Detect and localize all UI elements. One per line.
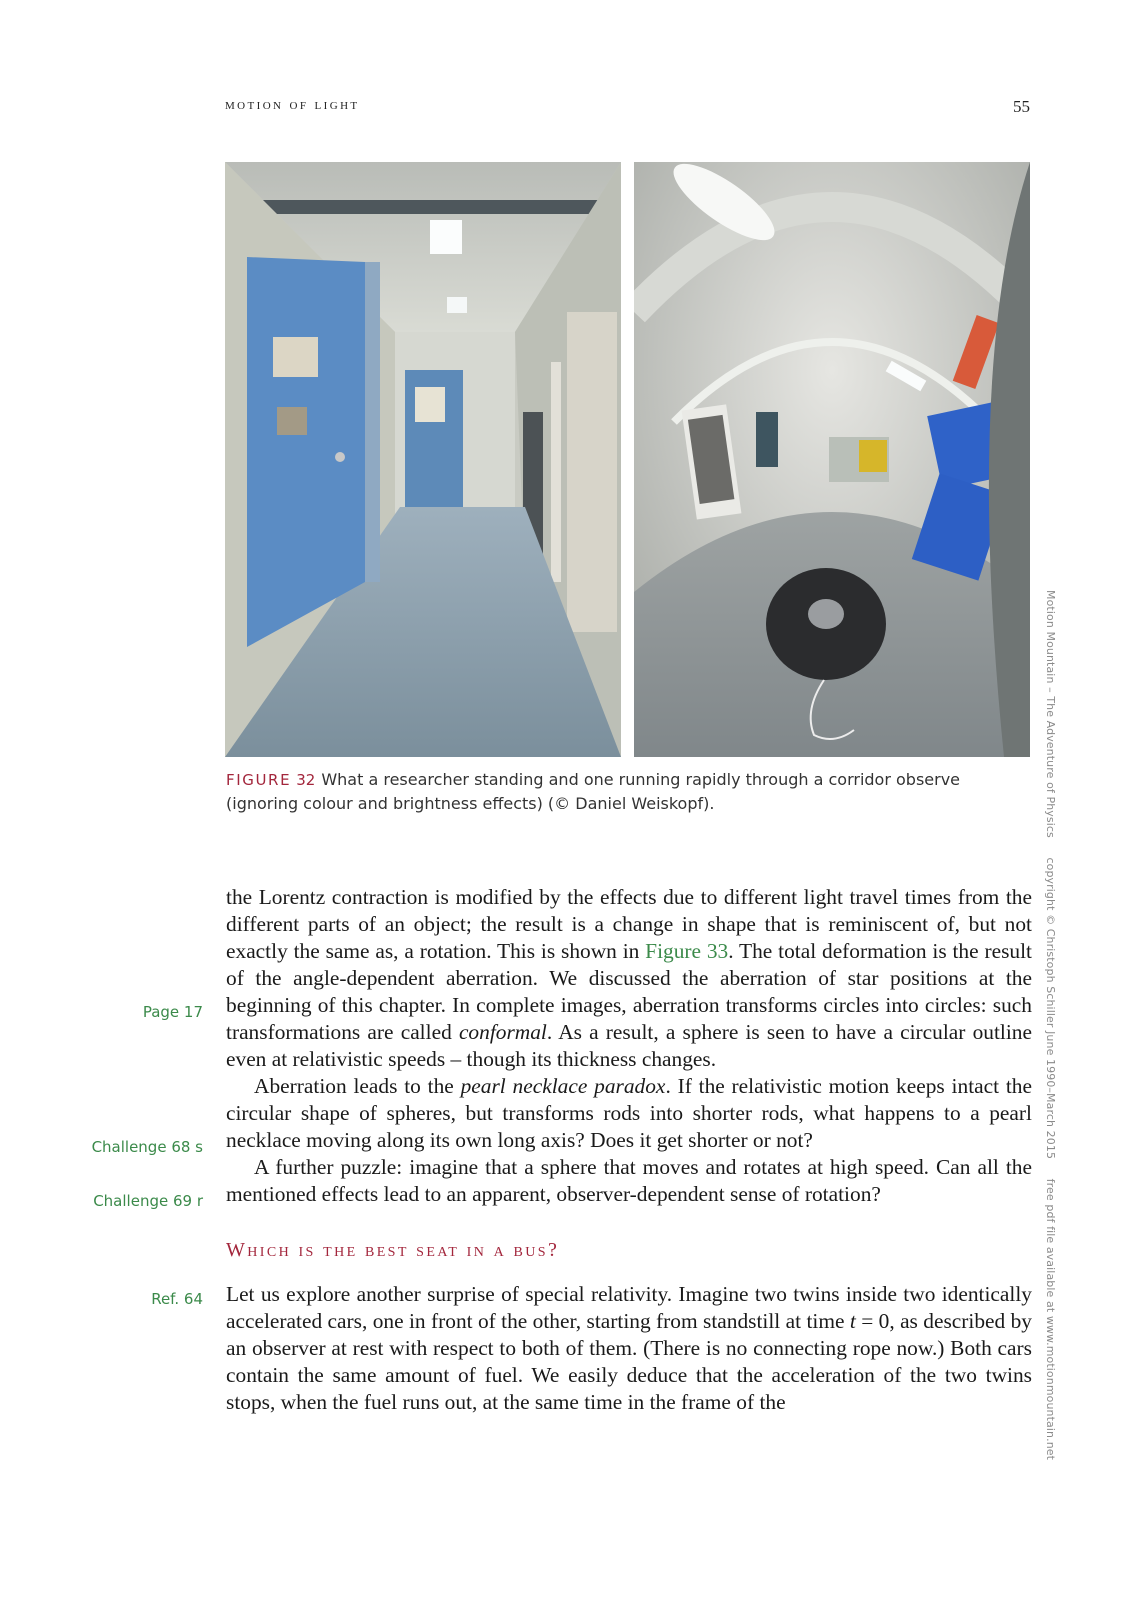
paragraph-pearl-text-2: . If the relativistic motion keeps intact the circular shape of spheres, but transforms rods into shorter rods, what happens to a pearl necklace moving along its own long axis? Does it get shorter or not? xyxy=(226,1074,1032,1152)
paragraph-twins xyxy=(226,1281,1032,1416)
body-text-section xyxy=(226,1281,1032,1416)
corridor-photo-standing xyxy=(225,162,621,757)
running-title: motion of light xyxy=(225,97,360,113)
paragraph-rotation-puzzle: A further puzzle: imagine that a sphere that moves and rotates at high speed. Can all the mentioned effects lead to an apparent, observer-dependent sense of rotation? xyxy=(226,1155,1032,1206)
paragraph-lorentz-text: the Lorentz contraction is modified by the effects due to different light travel times from the different parts of an object; the result is a change in shape that is reminiscent of, but not exactly the same as, a rotation. This is shown in xyxy=(226,885,1032,963)
paragraph-twins-text: Let us explore another surprise of special relativity. Imagine two twins inside two identically accelerated cars, one in front of the other, starting from standstill at time xyxy=(226,1282,1032,1333)
paragraph-lorentz-text-3: . As a result, a sphere is seen to have a circular outline even at relativistic speeds – though its thickness changes. xyxy=(226,1020,1032,1071)
margin-note-challenge68[interactable]: Challenge 68 s xyxy=(91,1138,203,1156)
figure-number: 32 xyxy=(296,771,316,789)
term-pearl-necklace-paradox: pearl necklace paradox xyxy=(460,1074,666,1098)
paragraph-twins-text-2: = 0, as described by an observer at rest with respect to both of them. (There is no connecting rope now.) Both cars contain the same amount of fuel. We easily deduce that the acceleration of the two twins stops, when the fuel runs out, at the same time in the frame of the xyxy=(226,1309,1032,1414)
paragraph-lorentz-text-2: . The total deformation is the result of the angle-dependent aberration. We discussed the aberration of star positions at the beginning of this chapter. In complete images, aberration transforms circles into circles: such transformations are called xyxy=(226,939,1032,1044)
copyright-sidebar xyxy=(1044,590,1057,1476)
sidebar-title: Motion Mountain – The Adventure of Physics xyxy=(1044,590,1057,838)
sidebar-copyright: copyright © Christoph Schiller June 1990–March 2015 xyxy=(1044,857,1057,1160)
margin-note-ref64[interactable]: Ref. 64 xyxy=(151,1290,203,1308)
variable-t: t xyxy=(849,1309,856,1333)
paragraph-pearl-text: Aberration leads to the xyxy=(254,1074,461,1098)
sidebar-url[interactable]: free pdf file available at www.motionmountain.net xyxy=(1044,1178,1057,1461)
figure-caption-text: What a researcher standing and one running rapidly through a corridor observe (ignoring colour and brightness effects) (© Daniel Weiskopf). xyxy=(226,770,961,813)
section-heading: Which is the best seat in a bus? xyxy=(226,1239,560,1261)
margin-note-page17[interactable]: Page 17 xyxy=(142,1003,203,1021)
figure-caption xyxy=(226,768,1034,815)
margin-note-challenge69[interactable]: Challenge 69 r xyxy=(93,1192,203,1210)
figure-label: FIGURE xyxy=(226,771,292,789)
figure-33-link[interactable]: Figure 33 xyxy=(645,939,729,963)
paragraph-pearl-necklace xyxy=(226,1073,1032,1154)
term-conformal: conformal xyxy=(458,1020,547,1044)
body-text-main xyxy=(226,884,1032,1208)
paragraph-lorentz xyxy=(226,884,1032,1073)
corridor-photo-running xyxy=(634,162,1030,757)
page-number: 55 xyxy=(1013,97,1030,116)
